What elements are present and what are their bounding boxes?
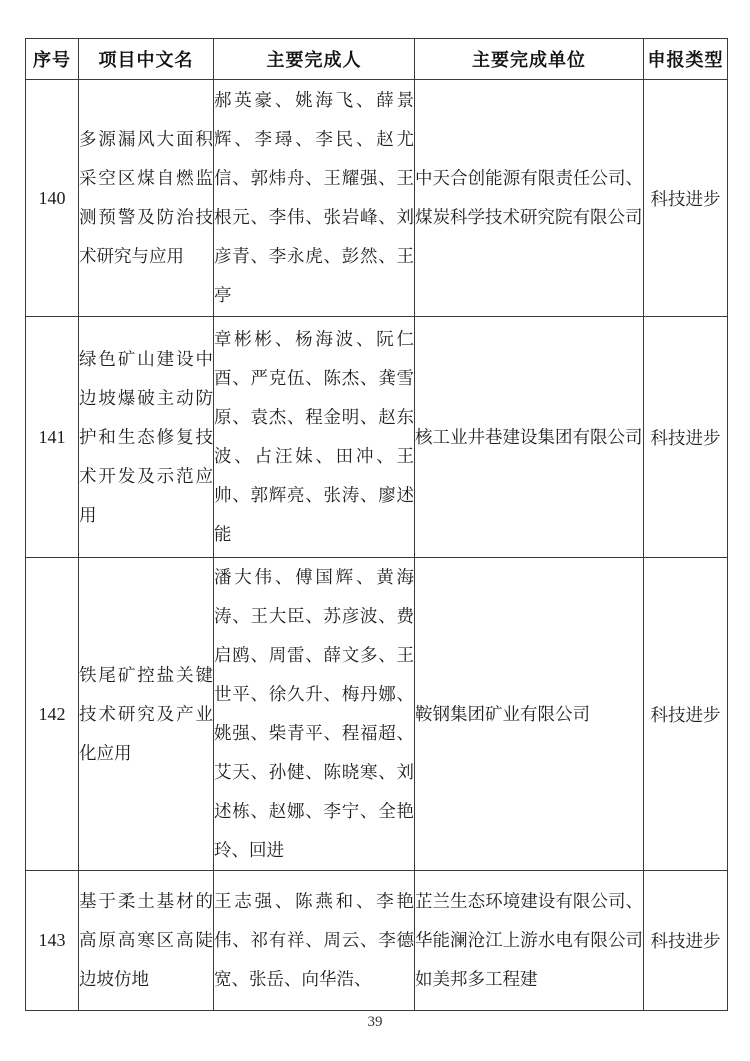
- header-contributors: 主要完成人: [214, 39, 415, 80]
- cell-project-name: 铁尾矿控盐关键技术研究及产业化应用: [79, 558, 214, 871]
- header-seq: 序号: [26, 39, 79, 80]
- cell-type: 科技进步: [644, 80, 728, 317]
- cell-type: 科技进步: [644, 558, 728, 871]
- header-project-name: 项目中文名: [79, 39, 214, 80]
- header-type: 申报类型: [644, 39, 728, 80]
- cell-project-name: 基于柔土基材的高原高寒区高陡边坡仿地: [79, 871, 214, 1011]
- page-number: 39: [367, 1014, 383, 1030]
- cell-seq: 143: [26, 871, 79, 1011]
- cell-units: 芷兰生态环境建设有限公司、华能澜沧江上游水电有限公司如美邦多工程建: [415, 871, 644, 1011]
- cell-seq: 142: [26, 558, 79, 871]
- cell-contributors: 潘大伟、傅国辉、黄海涛、王大臣、苏彦波、费启鸥、周雷、薛文多、王世平、徐久升、梅丹娜、姚强、柴青平、程福超、艾天、孙健、陈晓寒、刘述栋、赵娜、李宁、全艳玲、回进: [214, 558, 415, 871]
- cell-contributors: 章彬彬、杨海波、阮仁酉、严克伍、陈杰、龚雪原、袁杰、程金明、赵东波、占汪妹、田冲、王帅、郭辉亮、张涛、廖述能: [214, 317, 415, 558]
- cell-seq: 140: [26, 80, 79, 317]
- table-row: [26, 317, 728, 558]
- cell-project-name: 绿色矿山建设中边坡爆破主动防护和生态修复技术开发及示范应用: [79, 317, 214, 558]
- awards-table: [25, 38, 728, 1011]
- cell-project-name: 多源漏风大面积采空区煤自燃监测预警及防治技术研究与应用: [79, 80, 214, 317]
- table-row-truncated: [26, 871, 728, 1011]
- table-header-row: [26, 39, 728, 80]
- cell-contributors: 郝英豪、姚海飞、薛景辉、李璕、李民、赵尤信、郭炜舟、王耀强、王根元、李伟、张岩峰、刘彦青、李永虎、彭然、王亭: [214, 80, 415, 317]
- cell-seq: 141: [26, 317, 79, 558]
- cell-type: 科技进步: [644, 871, 728, 1011]
- table-row: [26, 80, 728, 317]
- table-row: [26, 558, 728, 871]
- cell-units: 鞍钢集团矿业有限公司: [415, 558, 644, 871]
- cell-contributors: 王志强、陈燕和、李艳伟、祁有祥、周云、李德宽、张岳、向华浩、: [214, 871, 415, 1011]
- cell-units: 核工业井巷建设集团有限公司: [415, 317, 644, 558]
- cell-units: 中天合创能源有限责任公司、煤炭科学技术研究院有限公司: [415, 80, 644, 317]
- cell-type: 科技进步: [644, 317, 728, 558]
- header-units: 主要完成单位: [415, 39, 644, 80]
